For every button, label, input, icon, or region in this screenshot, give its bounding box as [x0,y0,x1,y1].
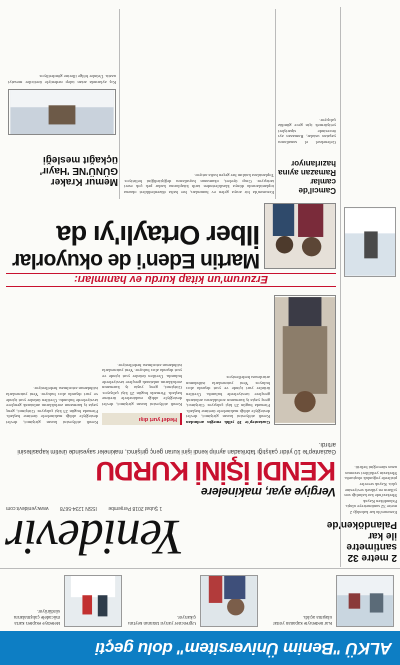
strip-text-1: Kar nedeniyle kapanan yollar ulaşıma açıldı. [272,614,332,625]
top-photo-strip [0,569,400,631]
left-column-body: Erzurum'da kar kalınlığı 2 metre 32 santimetreye ulaştı. Palandöken Kayak Merkezi'nde kar kalınlığı son yılların en yüksek seviyesine çıktı. Kayak severler pistlerde yoğunluk oluşturdu. Merkezin yetkilileri sezonun uzun süreceğini belirtti. [344,465,397,515]
masthead-url: www.yenidevir.com [6,505,49,511]
strip-photo-2 [200,575,258,627]
masthead [0,507,340,567]
left-column [326,7,400,567]
masthead-issn: ISSN 1234-5678 [59,505,97,511]
divider [275,9,276,199]
section2-headline [10,221,260,271]
callout-text: Hedef yurt dışı [138,416,177,422]
divider [119,9,120,199]
left-column-photo [344,207,396,277]
strip-photo-1 [336,575,394,627]
article1-body [186,295,270,425]
article1-photo [274,295,336,425]
headline-main: KENDİ İŞİNİ KURDU [96,456,336,486]
main-headline [6,440,336,499]
article1-lead: Gaziantep'te 10 yıllık emeğin ardından [186,420,270,425]
article2-body [124,15,274,195]
article1-callout [102,413,182,425]
headline-sub: Gaziantep'te 10 yıldır çalıştığı fabrikadan ayrılıp kendi işini kuran genç girişimci, makineler sayesinde üretim kapasitesini artırdı. [17,441,336,454]
bottom-right-heading: Memur Kraker GÜNÜ'NE 'Hayır' üçkağıt mesleği [39,154,118,187]
section2-line1: Martin Eden'i de okuyorlar [12,249,260,272]
strip-text-2: Öğrenciler yarıyıl tatilinin keyfini çıkarıyor. [128,614,196,625]
section2-kicker: Erzurum'un kitap kurdu ev hanımları: [6,273,336,287]
top-banner [0,631,400,665]
masthead-meta [6,505,172,511]
bottom-left-text: Geleneksel el sanatlarını yaşatan ustalar, Ramazan ayı öncesinde siparişleri yetiştirmek için gece gündüz çalışıyor. [278,117,336,145]
bottom-right-photo [8,89,116,135]
left-column-heading: 2 metre 32 santimetre ile kar Palandöken'de [326,519,397,563]
bottom-left-heading: Camcıl'de camlar Ramazan ayına hazırlanıyor [278,159,336,195]
masthead-date: 1 Şubat 2018 Perşembe [108,505,163,511]
article1-text-cont: Kendi atölyesini kuran girişimci, devlet desteğiyle aldığı makinelerle üretime başladı. Firmada bugün 25 kişi çalışıyor. Girişimci, genç yaşta iş kurmanın zorluklarını anlatarak gençlere tavsiyelerde bulundu. Üretilen ürünler yurt içinde ve yurt dışında alıcı buluyor. Yeni yatırımlarla istihdamın artırılması hedefleniyor. [102,362,182,407]
section2-photo [264,203,336,269]
bottom-right-body [8,9,116,85]
section2-line2: İlber Ortaylı'yı da [57,220,260,250]
strip-photo-3 [64,575,122,627]
article1-text: Kendi atölyesini kuran girişimci, devlet desteğiyle aldığı makinelerle üretime başladı. Firmada bugün 25 kişi çalışıyor. Girişimci, genç yaşta iş kurmanın zorluklarını anlatarak gençlere tavsiyelerde bulundu. Üretilen ürünler yurt içinde ve yurt dışında alıcı buluyor. Yeni yatırımlarla istihdamın artırılması hedefleniyor. [186,375,270,420]
strip-text-3: Belediye ekipleri karla mücadele çalışmalarını sürdürüyor. [13,608,60,625]
divider [0,568,400,569]
article1-text-col3: Kendi atölyesini kuran girişimci, devlet desteğiyle aldığı makinelerle üretime başladı. Firmada bugün 25 kişi çalışıyor. Girişimci, genç yaşta iş kurmanın zorluklarını anlatarak gençlere tavsiyelerde bulundu. Üretilen ürünler yurt içinde ve yurt dışında alıcı buluyor. Yeni yatırımlarla istihdamın artırılması hedefleniyor. [6,386,98,425]
article2-text: Erzurum'da bir araya gelen ev hanımları, her hafta düzenledikleri okuma toplantılarında dünya klasiklerinden tarih kitaplarına kadar pek çok eseri tartışıyor. Grup üyeleri, okumanın hayatlarını değiştirdiğini belirtiyor. Toplantılara katılım her geçen hafta artıyor. [124,173,274,195]
article1-body-cont [102,295,182,407]
article1-body-col3 [6,295,98,425]
bottom-right-text: Kış aylarında artan talep nedeniyle üreticiler mesaiyi uzattı. Ürünler bölge illerine gönderiliyor. [8,74,116,85]
bottom-left-body [278,15,336,145]
newspaper-logo: Yenidevir [6,510,185,566]
headline-kicker: Vergiye ayar, makinelere [201,485,336,499]
banner-title: ALKÜ "Benim Üniversitem" dolu geçti [95,639,392,658]
